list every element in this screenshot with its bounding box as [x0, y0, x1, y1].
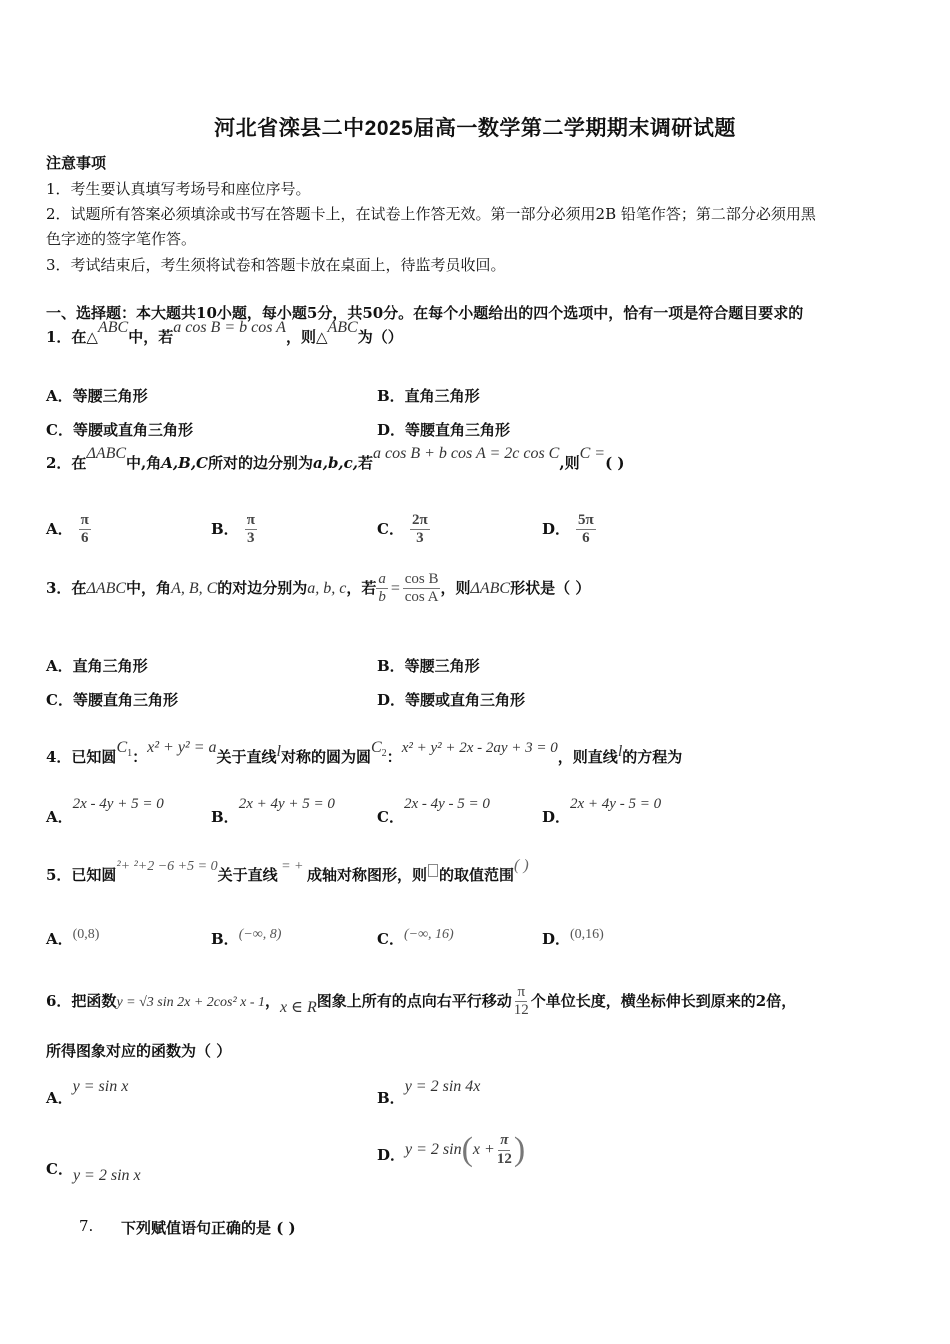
q6-text: 个单位长度，横坐标伸长到原来的2倍， — [530, 991, 797, 1010]
fraction-den: 12 — [496, 1150, 512, 1167]
fraction-num: π — [245, 512, 257, 530]
q2-option-a[interactable] — [46, 512, 91, 548]
q2-text: A,B,C — [161, 454, 208, 472]
q1-num: 1．在△ — [46, 328, 98, 346]
notice-item: 1．考生要认真填写考场号和座位序号。 — [46, 180, 311, 198]
option-label: C． — [377, 519, 404, 538]
q4-math — [116, 739, 133, 760]
q2-text: 若 — [358, 454, 374, 472]
q2-option-d[interactable] — [542, 512, 596, 548]
question-7: 下列赋值语句正确的是 ( ) — [121, 1219, 296, 1237]
option-label: D． — [542, 519, 571, 538]
notice-item: 色字迹的签字笔作答。 — [46, 230, 197, 248]
q2-option-b[interactable] — [211, 512, 257, 548]
q6-option-c[interactable] — [46, 1158, 141, 1184]
q4-math — [371, 739, 387, 760]
q3-text: ，若 — [346, 578, 377, 597]
q3-text: 形状是（ ） — [510, 578, 591, 597]
q2-num: 2．在 — [46, 454, 87, 472]
option-math: 2x - 4y + 5 = 0 — [72, 796, 164, 812]
notice-item: 2．试题所有答案必须填涂或书写在答题卡上，在试卷上作答无效。第一部分必须用2B 铅笔作答；第二部分必须用黑 — [46, 205, 816, 223]
q5-math: = + — [277, 859, 307, 874]
q3-math: a, b, c — [307, 579, 347, 597]
page-title: 河北省滦县二中2025届高一数学第二学期期末调研试题 — [214, 117, 736, 140]
option-math: (−∞, 16) — [403, 927, 454, 942]
q6-option-a[interactable] — [46, 1078, 129, 1108]
fraction-den: 3 — [416, 530, 424, 547]
option-label: B． — [211, 930, 239, 948]
question-5 — [46, 857, 529, 885]
option-math: 2x + 4y - 5 = 0 — [570, 796, 662, 812]
q6-option-b[interactable] — [377, 1078, 481, 1108]
q4-num: 4．已知圆 — [46, 748, 117, 766]
q6-text: 图象上所有的点向右平行移动 — [316, 991, 512, 1010]
q3-math: ΔABC — [470, 579, 511, 597]
option-label: A． — [46, 930, 73, 948]
option-label: C． — [377, 930, 404, 948]
fraction-num: π — [79, 512, 91, 530]
q3-text: 的对边分别为 — [217, 578, 308, 597]
option-label: D． — [377, 1145, 406, 1164]
q5-option-c[interactable] — [377, 928, 454, 949]
fraction-num: cos B — [403, 571, 441, 589]
option-fraction — [410, 512, 430, 548]
q1-math: ABC — [327, 319, 358, 336]
q5-option-d[interactable] — [542, 928, 604, 949]
q5-text: ( ) — [514, 857, 529, 874]
q4-option-d[interactable] — [542, 796, 662, 827]
q4-text: ： — [132, 748, 148, 766]
option-label: A． — [46, 1089, 73, 1107]
option-fraction — [495, 1132, 514, 1168]
q7-num: 7. — [79, 1217, 94, 1235]
option-label: D． — [542, 930, 571, 948]
q4-math-part: C — [371, 739, 382, 756]
q5-text: 的取值范围 — [439, 866, 515, 884]
q4-option-b[interactable] — [211, 796, 335, 827]
q6-option-d[interactable] — [377, 1131, 525, 1169]
q3-fraction — [376, 571, 388, 607]
q1-option-b[interactable]: B．直角三角形 — [377, 387, 480, 405]
q2-option-c[interactable] — [377, 512, 430, 548]
q3-option-b[interactable]: B．等腰三角形 — [377, 657, 480, 675]
right-paren-icon: ) — [513, 1131, 526, 1168]
q3-text: 中，角 — [126, 578, 172, 597]
question-2 — [46, 445, 625, 473]
option-label: B． — [211, 519, 239, 538]
option-math: x + — [472, 1141, 495, 1158]
q1-option-d[interactable]: D．等腰直角三角形 — [377, 421, 511, 439]
q4-text: 的方程为 — [622, 748, 683, 766]
question-3 — [46, 571, 590, 607]
q4-text: ： — [386, 748, 402, 766]
q6-math: y = √3 sin 2x + 2cos² x - 1 — [116, 994, 266, 1010]
option-math: (−∞, 8) — [238, 927, 282, 942]
q3-num: 3．在 — [46, 578, 87, 597]
q3-option-c[interactable]: C．等腰直角三角形 — [46, 691, 178, 709]
q2-text: a,b,c, — [313, 454, 359, 472]
q3-text: ，则 — [440, 578, 471, 597]
option-fraction — [79, 512, 91, 548]
q6-math: x ∈ R — [280, 998, 317, 1016]
q5-num: 5．已知圆 — [46, 866, 117, 884]
option-fraction — [245, 512, 257, 548]
option-math: y = 2 sin 4x — [404, 1078, 481, 1095]
q5-option-b[interactable] — [211, 928, 281, 949]
q2-math: C = — [579, 445, 606, 462]
q3-option-a[interactable]: A．直角三角形 — [46, 657, 148, 675]
q4-option-a[interactable] — [46, 796, 164, 827]
fraction-num: a — [376, 571, 388, 589]
placeholder-glyph-icon — [428, 864, 438, 877]
q1-math: ABC — [97, 319, 129, 336]
q3-math: A, B, C — [171, 579, 218, 597]
q1-math: a cos B = b cos A — [173, 319, 286, 336]
option-label: C． — [377, 808, 404, 826]
q5-math: ²+ ²+2 −6 +5 = 0 — [116, 859, 218, 874]
fraction-num: 5π — [576, 512, 596, 530]
fraction-den: cos A — [404, 589, 439, 606]
q3-math: = — [389, 579, 401, 597]
q2-text: ( ) — [605, 454, 625, 472]
q5-option-a[interactable] — [46, 928, 99, 949]
option-label: A． — [46, 519, 73, 538]
option-math: y = sin x — [72, 1078, 129, 1095]
option-label: A． — [46, 808, 73, 826]
q3-math: ΔABC — [86, 579, 127, 597]
q4-text: 关于直线 — [216, 748, 277, 766]
q6-text: ， — [265, 991, 281, 1010]
q4-math: x² + y² + 2x - 2ay + 3 = 0 — [401, 740, 558, 756]
section-heading: 一、选择题：本大题共10小题，每小题5分，共50分。在每个小题给出的四个选项中，恰有一项是符合题目要求的 — [46, 304, 804, 322]
q2-math: ΔABC — [86, 445, 127, 462]
fraction-den: b — [378, 589, 386, 606]
fraction-den: 6 — [582, 530, 590, 547]
option-math: 2x - 4y - 5 = 0 — [403, 796, 490, 812]
option-math: y = 2 sin — [405, 1141, 462, 1158]
notice-heading: 注意事项 — [46, 154, 107, 172]
question-6 — [46, 984, 796, 1020]
q2-math: a cos B + b cos A = 2c cos C — [373, 445, 560, 462]
q4-text: ，则直线 — [557, 748, 618, 766]
q3-fraction — [403, 571, 441, 607]
q2-text: ,则 — [559, 454, 580, 472]
option-label: B． — [377, 1089, 405, 1107]
q2-text: 中,角 — [126, 454, 162, 472]
question-4 — [46, 739, 683, 769]
q1-text: 中，若 — [128, 328, 174, 346]
q1-text: ，则△ — [285, 328, 328, 346]
q1-text: 为（） — [357, 328, 403, 346]
option-math: 2x + 4y + 5 = 0 — [238, 796, 335, 812]
option-label: D． — [542, 808, 571, 826]
q4-math-sub: 1 — [127, 748, 133, 760]
q4-math-part: C — [116, 739, 128, 756]
q6-fraction — [512, 984, 531, 1020]
fraction-den: 3 — [247, 530, 255, 547]
fraction-den: 12 — [513, 1002, 529, 1019]
q1-option-a[interactable]: A．等腰三角形 — [46, 387, 148, 405]
q4-math: l — [617, 743, 623, 760]
q6-text-line2: 所得图象对应的函数为（ ） — [46, 1042, 232, 1060]
q1-option-c[interactable]: C．等腰或直角三角形 — [46, 421, 193, 439]
option-label: B． — [211, 808, 239, 826]
notice-item: 3．考试结束后，考生须将试卷和答题卡放在桌面上，待监考员收回。 — [46, 256, 506, 274]
option-math: (0,16) — [570, 927, 604, 942]
fraction-den: 6 — [81, 530, 89, 547]
option-math: y = 2 sin x — [72, 1167, 141, 1184]
left-paren-icon: ( — [461, 1131, 473, 1168]
question-1 — [46, 319, 403, 347]
q5-text: 成轴对称图形，则 — [307, 866, 428, 884]
q4-math: x² + y² = a — [147, 739, 217, 756]
fraction-num: 2π — [410, 512, 430, 530]
q4-text: 对称的圆为圆 — [280, 748, 371, 766]
option-math: (0,8) — [72, 927, 100, 942]
q4-math: l — [276, 743, 281, 760]
q2-text: 所对的边分别为 — [207, 454, 313, 472]
fraction-num: π — [515, 984, 527, 1002]
q5-text: 关于直线 — [217, 866, 278, 884]
fraction-num: π — [498, 1132, 510, 1150]
q3-option-d[interactable]: D．等腰或直角三角形 — [377, 691, 526, 709]
q6-num: 6．把函数 — [46, 991, 117, 1010]
option-label: C． — [46, 1160, 73, 1178]
q4-math-sub: 2 — [381, 748, 387, 760]
option-fraction — [576, 512, 596, 548]
q4-option-c[interactable] — [377, 796, 490, 827]
